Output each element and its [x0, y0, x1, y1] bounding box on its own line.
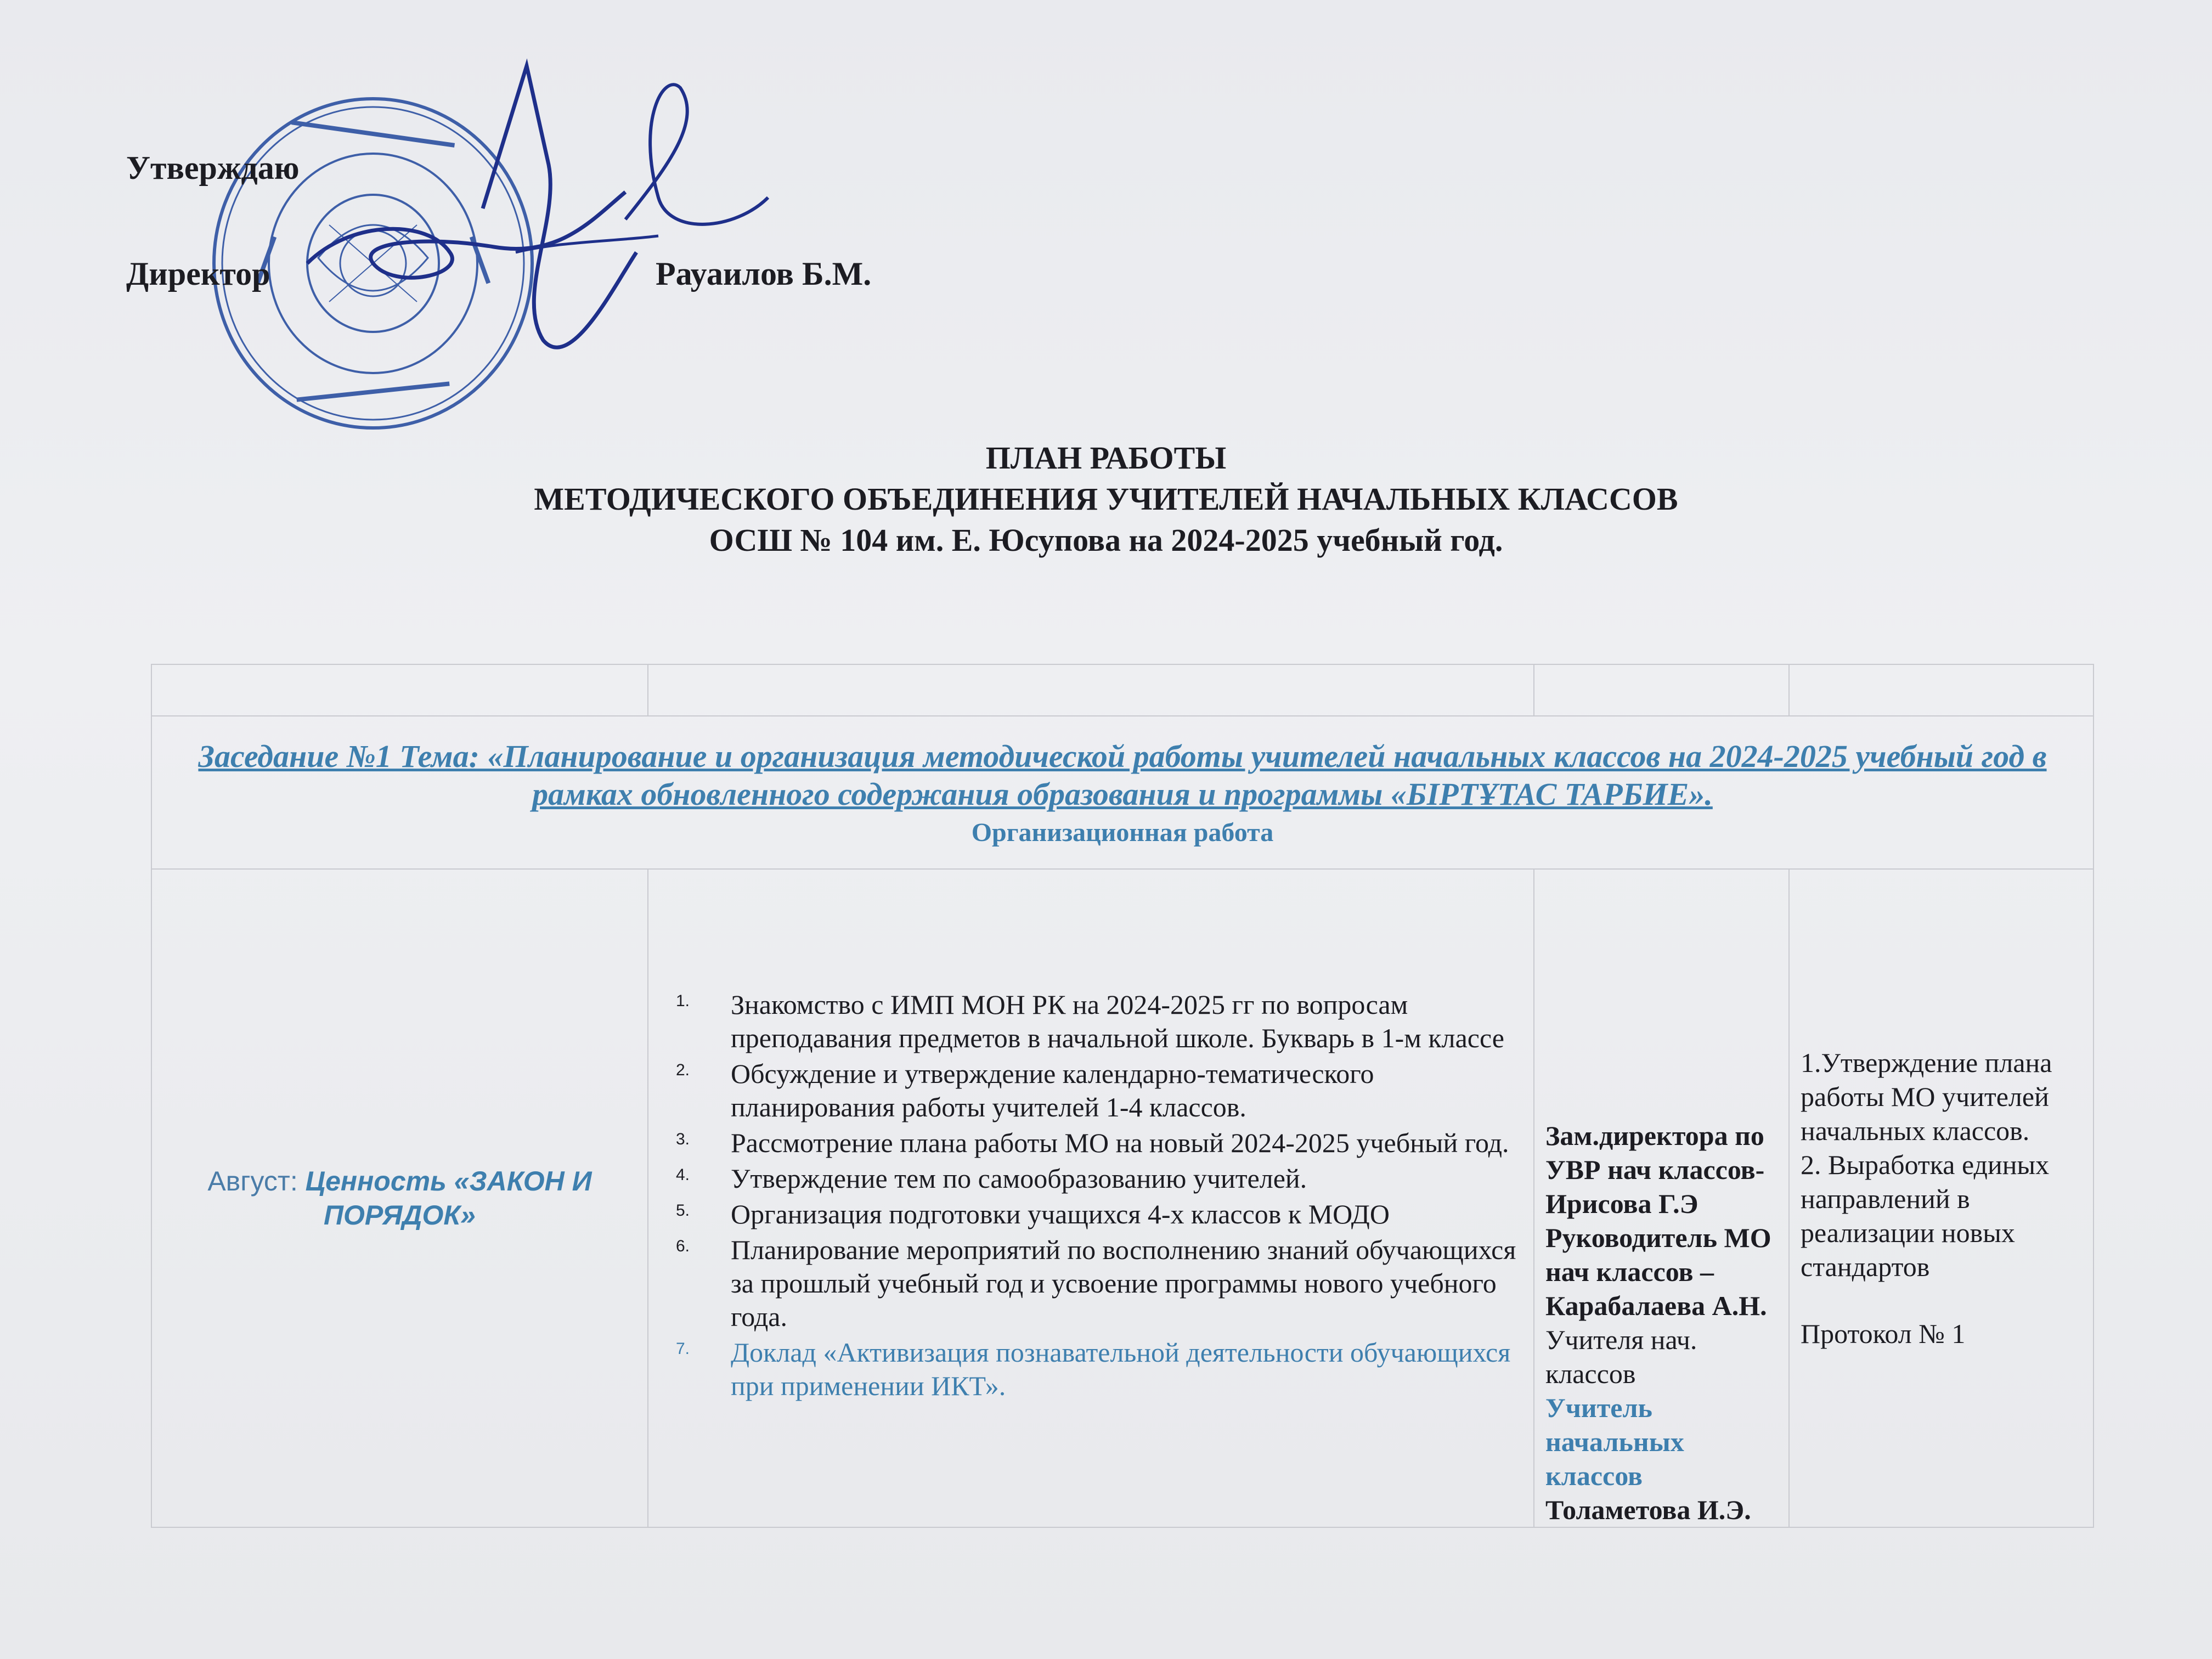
agenda-list: [659, 988, 1522, 1403]
responsible-teachers: Учителя нач. классов: [1545, 1324, 1697, 1389]
list-item-number: 5.: [676, 1201, 690, 1220]
table-row: [151, 869, 2094, 1527]
month-label: Август:: [207, 1166, 298, 1197]
director-name: Рауаилов Б.М.: [656, 256, 872, 292]
document-title: ПЛАН РАБОТЫ: [985, 440, 1227, 476]
session-cell: [151, 716, 2094, 869]
table-header-cell: [1534, 664, 1789, 716]
director-signature: [285, 55, 779, 384]
director-label: Директор: [126, 256, 270, 292]
month-cell: [151, 869, 648, 1527]
table-header-cell: [1789, 664, 2094, 716]
approve-label: Утверждаю: [126, 150, 300, 186]
session-row: [151, 716, 2094, 869]
table-header-cell: [648, 664, 1534, 716]
session-title: Заседание №1 Тема: «Планирование и организация методической работы учителей начальных классов на 2024-2025 учебный год в рамках обновленного содержания образования и программы «БІРТҰТАС ТАРБИЕ».: [198, 738, 2047, 812]
list-item: [659, 1198, 1522, 1231]
list-item-text: Доклад «Активизация познавательной деятельности обучающихся при применении ИКТ».: [731, 1337, 1511, 1401]
list-item: [659, 1233, 1522, 1334]
list-item: [659, 988, 1522, 1055]
responsible-teacher-name: Толаметова И.Э.: [1545, 1494, 1751, 1525]
table-header-row: [151, 664, 2094, 716]
list-item-text: Утверждение тем по самообразованию учителей.: [731, 1163, 1307, 1194]
agenda-cell: [648, 869, 1534, 1527]
protocol-label: Протокол № 1: [1801, 1318, 1966, 1349]
list-item-text: Организация подготовки учащихся 4-х классов к МОДО: [731, 1199, 1390, 1229]
responsible-cell: [1534, 869, 1789, 1527]
list-item-text: Планирование мероприятий по восполнению знаний обучающихся за прошлый учебный год и усвоение программы нового учебного года.: [731, 1234, 1516, 1332]
list-item-number: 4.: [676, 1166, 690, 1184]
list-item: [659, 1336, 1522, 1403]
result-text: 1.Утверждение плана работы МО учителей начальных классов. 2. Выработка единых направлений в реализации новых стандартов: [1801, 1047, 2052, 1282]
list-item-number: 2.: [676, 1061, 690, 1079]
list-item-number: 6.: [676, 1237, 690, 1255]
responsible-teacher-role: Учитель начальных классов: [1545, 1392, 1684, 1491]
responsible-main: Зам.директора по УВР нач классов-Ирисова Г.Э Руководитель МО нач классов – Карабалаева А.Н.: [1545, 1120, 1771, 1321]
list-item-text: Обсуждение и утверждение календарно-тематического планирования работы учителей 1-4 классов.: [731, 1058, 1374, 1122]
session-subtitle: Организационная работа: [971, 818, 1274, 848]
document-subtitle: МЕТОДИЧЕСКОГО ОБЪЕДИНЕНИЯ УЧИТЕЛЕЙ НАЧАЛЬНЫХ КЛАССОВ: [534, 481, 1678, 517]
list-item-number: 7.: [676, 1340, 690, 1358]
list-item: [659, 1162, 1522, 1195]
list-item: [659, 1057, 1522, 1124]
list-item-text: Рассмотрение плана работы МО на новый 2024-2025 учебный год.: [731, 1127, 1509, 1158]
list-item: [659, 1126, 1522, 1160]
month-value: Ценность «ЗАКОН И ПОРЯДОК»: [305, 1166, 592, 1231]
list-item-number: 1.: [676, 992, 690, 1010]
list-item-number: 3.: [676, 1130, 690, 1148]
plan-table: [151, 664, 2094, 1528]
document-school-line: ОСШ № 104 им. Е. Юсупова на 2024-2025 учебный год.: [709, 522, 1503, 558]
list-item-text: Знакомство с ИМП МОН РК на 2024-2025 гг по вопросам преподавания предметов в начальной школе. Букварь в 1-м классе: [731, 989, 1504, 1053]
result-cell: [1789, 869, 2094, 1527]
table-header-cell: [151, 664, 648, 716]
